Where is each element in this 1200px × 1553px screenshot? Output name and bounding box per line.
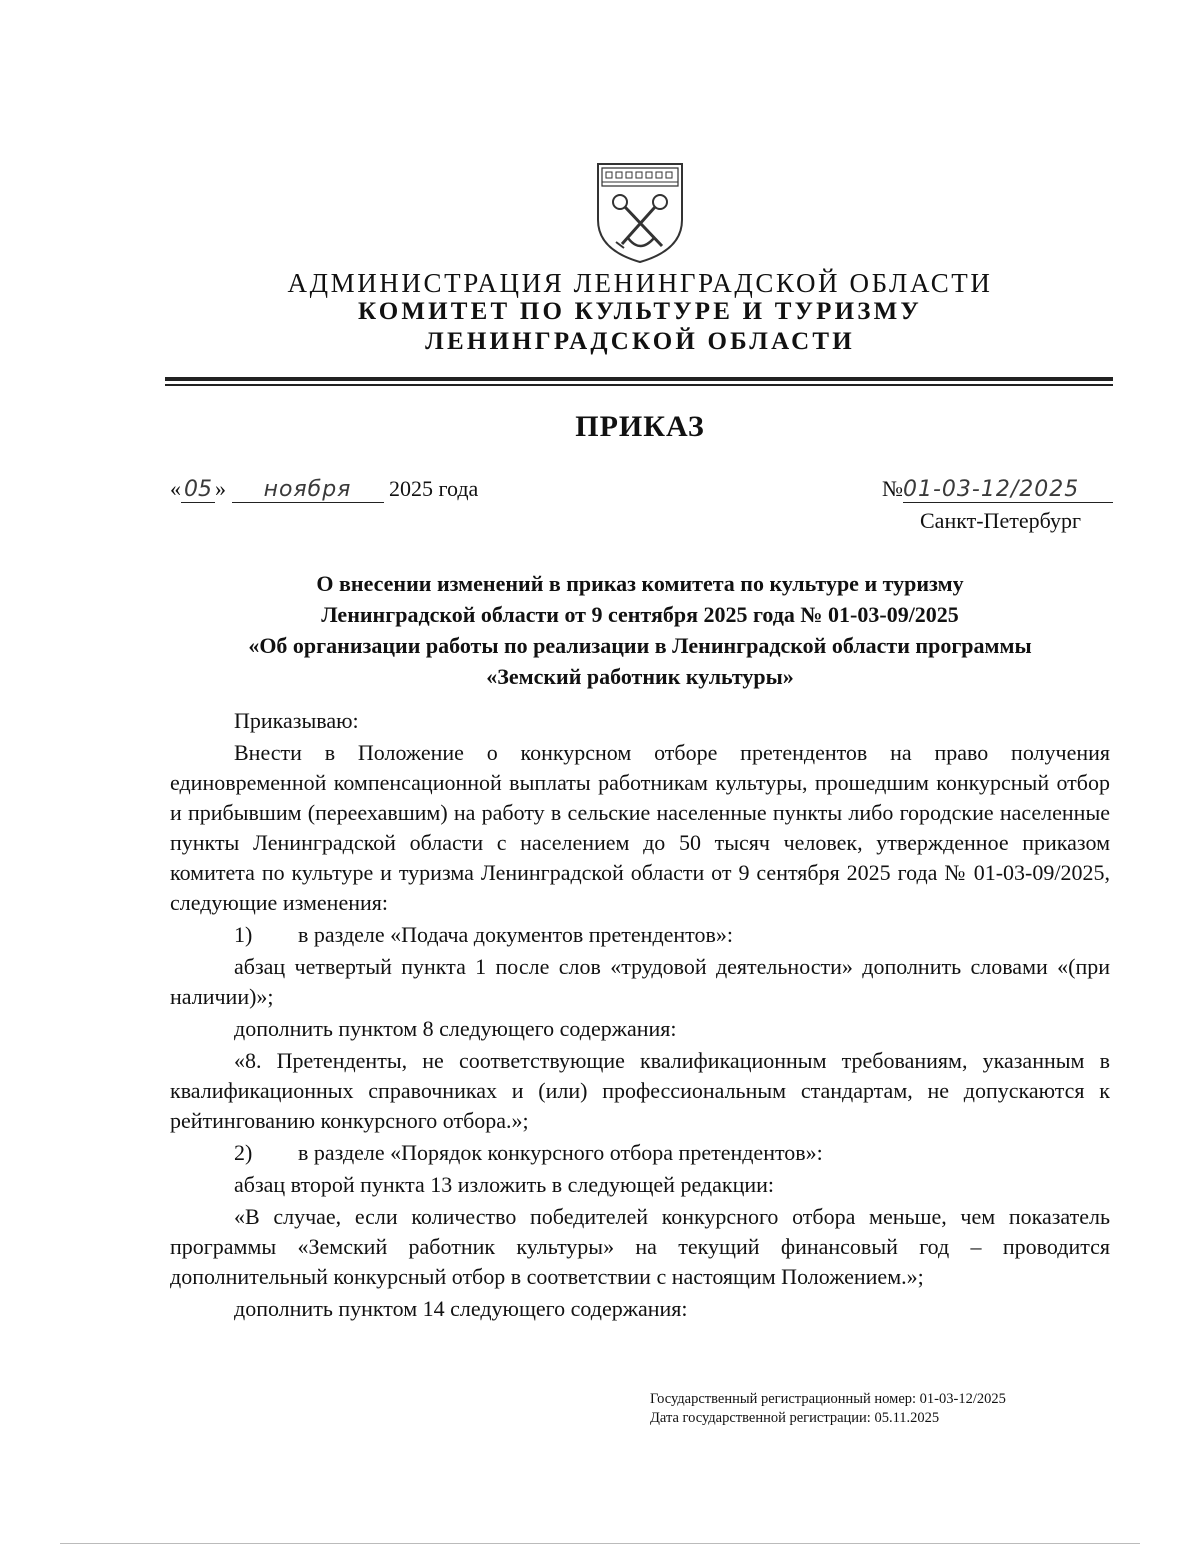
document-date (170, 476, 478, 503)
document-number (882, 476, 1113, 503)
item1-paragraph-3: «8. Претенденты, не соответствующие квалификационным требованиям, указанным в квалификационных справочниках и (или) профессиональным стандартам, не допускаются к рейтингованию конкурсного отбора.»; (170, 1048, 1110, 1133)
header-region: ЛЕНИНГРАДСКОЙ ОБЛАСТИ (425, 328, 855, 355)
registration-date: Дата государственной регистрации: 05.11.2025 (650, 1410, 940, 1426)
number-prefix: № (882, 476, 903, 501)
date-open-quote: « (170, 476, 181, 501)
list-item-1-number: 1) (234, 922, 253, 947)
item1-paragraph-1: абзац четвертый пункта 1 после слов «трудовой деятельности» дополнить словами «(при наличии)»; (170, 954, 1110, 1009)
page-bottom-edge (60, 1543, 1140, 1544)
date-month-handwritten: ноября (232, 477, 384, 503)
subject-line: О внесении изменений в приказ комитета по культуре и туризму (316, 571, 964, 596)
list-item-1 (170, 920, 1110, 950)
document-subject (150, 568, 1130, 692)
subject-line: «Об организации работы по реализации в Ленинградской области программы (248, 633, 1032, 658)
intro-paragraph: Внести в Положение о конкурсном отборе претендентов на право получения единовременной компенсационной выплаты работникам культуры, прошедшим конкурсный отбор и прибывшим (переехавшим) на работу в сельские населенные пункты либо городские населенные пункты Ленинградской области с населением до 50 тысяч человек, утвержденное приказом комитета по культуре и туризма Ленинградской области от 9 сентября 2025 года № 01-03-09/2025, следующие изменения: (170, 740, 1110, 915)
list-item-2 (170, 1138, 1110, 1168)
item1-paragraph-2: дополнить пунктом 8 следующего содержания: (234, 1016, 677, 1041)
list-item-2-number: 2) (234, 1140, 253, 1165)
number-value-handwritten: 01-03-12/2025 (903, 477, 1113, 503)
header-divider-thick (165, 377, 1113, 381)
document-type-title: ПРИКАЗ (575, 410, 705, 443)
item2-paragraph-2: «В случае, если количество победителей конкурсного отбора меньше, чем показатель программы «Земский работник культуры» на текущий финансовый год – проводится дополнительный конкурсный отбор в соответствии с настоящим Положением.»; (170, 1204, 1110, 1289)
item2-paragraph-3: дополнить пунктом 14 следующего содержания: (234, 1296, 688, 1321)
item2-paragraph-1: абзац второй пункта 13 изложить в следующей редакции: (234, 1172, 774, 1197)
document-city: Санкт-Петербург (920, 508, 1081, 533)
header-administration: АДМИНИСТРАЦИЯ ЛЕНИНГРАДСКОЙ ОБЛАСТИ (287, 268, 993, 298)
order-word: Приказываю: (234, 708, 359, 733)
date-day-handwritten: 05 (181, 477, 215, 503)
header-divider-thin (165, 384, 1113, 386)
subject-line: «Земский работник культуры» (486, 664, 794, 689)
document-body (170, 706, 1110, 1326)
date-year-text: 2025 года (389, 476, 479, 501)
date-close-quote: » (215, 476, 226, 501)
registration-number: Государственный регистрационный номер: 01-03-12/2025 (650, 1391, 1006, 1407)
list-item-2-text: в разделе «Порядок конкурсного отбора претендентов»: (298, 1140, 823, 1165)
coat-of-arms-icon (592, 158, 688, 266)
list-item-1-text: в разделе «Подача документов претендентов»: (298, 922, 734, 947)
registration-stamp (650, 1390, 1006, 1428)
subject-line: Ленинградской области от 9 сентября 2025 года № 01-03-09/2025 (321, 602, 959, 627)
header-committee: КОМИТЕТ ПО КУЛЬТУРЕ И ТУРИЗМУ (358, 298, 922, 325)
